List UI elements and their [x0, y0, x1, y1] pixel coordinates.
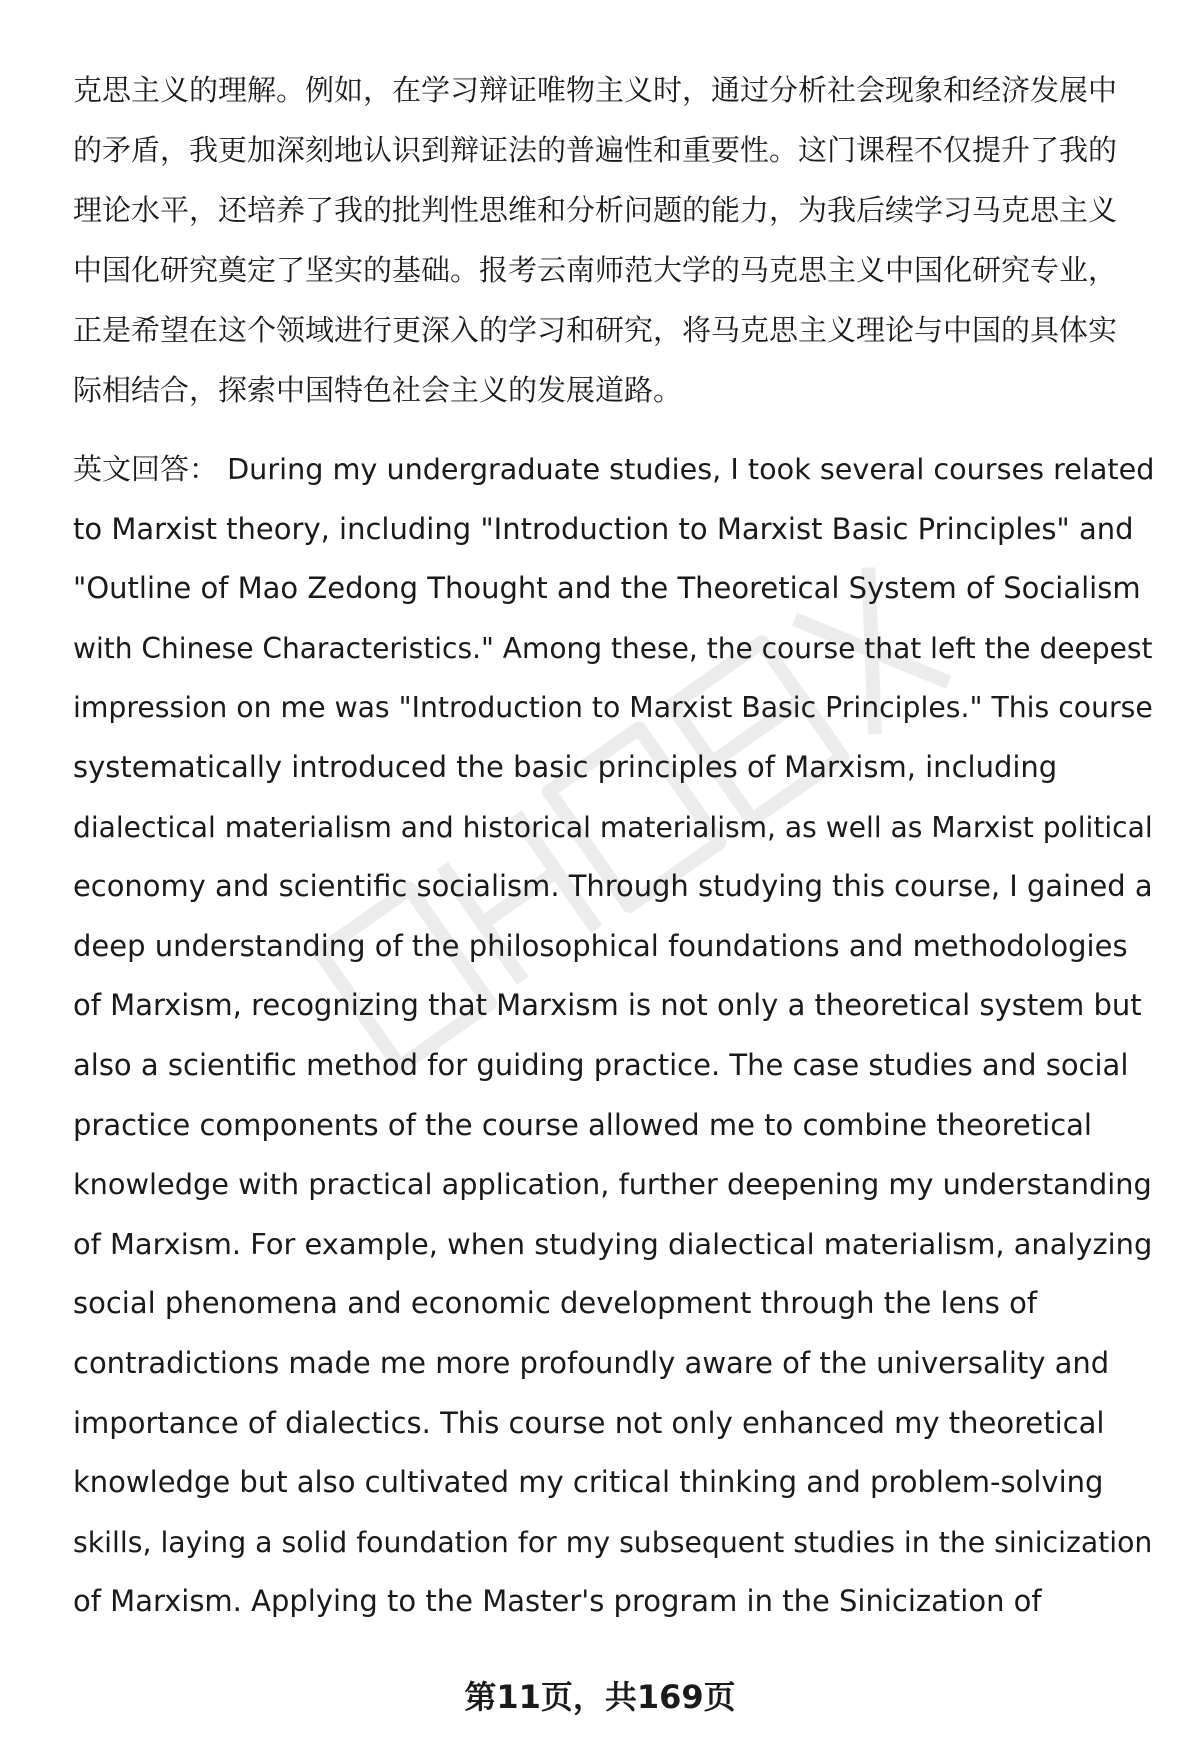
chinese-line: 正是希望在这个领域进行更深入的学习和研究，将马克思主义理论与中国的具体实: [73, 313, 1118, 347]
english-line: practice components of the course allowed me to combine theoretical: [73, 1107, 1092, 1142]
page-number-footer: 第11页，共169页: [464, 1678, 736, 1716]
english-line: to Marxist theory, including "Introduction to Marxist Basic Principles" and: [73, 511, 1134, 546]
english-answer-paragraph: [73, 440, 1153, 1632]
english-line: of Marxism. Applying to the Master's program in the Sinicization of: [73, 1584, 1042, 1619]
chinese-paragraph: [73, 60, 1153, 420]
english-line: economy and scientific socialism. Through studying this course, I gained a: [73, 869, 1153, 904]
english-line: knowledge with practical application, further deepening my understanding: [73, 1167, 1152, 1202]
chinese-line: 理论水平，还培养了我的批判性思维和分析问题的能力，为我后续学习马克思主义: [73, 193, 1118, 227]
english-line: of Marxism. For example, when studying dialectical materialism, analyzing: [73, 1226, 1153, 1261]
english-line: "Outline of Mao Zedong Thought and the Theoretical System of Socialism: [73, 571, 1141, 606]
page-content: [73, 60, 1153, 1632]
english-line: with Chinese Characteristics." Among these, the course that left the deepest: [73, 631, 1153, 665]
english-first-line: [73, 440, 1153, 500]
english-line: importance of dialectics. This course not only enhanced my theoretical: [73, 1405, 1105, 1440]
english-line: of Marxism, recognizing that Marxism is not only a theoretical system but: [73, 988, 1142, 1023]
english-line: dialectical materialism and historical materialism, as well as Marxist political: [73, 810, 1153, 844]
chinese-line: 的矛盾，我更加深刻地认识到辩证法的普遍性和重要性。这门课程不仅提升了我的: [73, 133, 1118, 167]
english-line: impression on me was "Introduction to Marxist Basic Principles." This course: [73, 691, 1153, 725]
english-line: During my undergraduate studies, I took several courses related: [227, 452, 1155, 486]
chinese-line: 际相结合，探索中国特色社会主义的发展道路。: [73, 373, 683, 407]
english-line: also a scientific method for guiding practice. The case studies and social: [73, 1047, 1129, 1082]
chinese-line: 中国化研究奠定了坚实的基础。报考云南师范大学的马克思主义中国化研究专业，: [73, 253, 1118, 287]
english-line: knowledge but also cultivated my critical thinking and problem-solving: [73, 1465, 1104, 1500]
english-answer-label: 英文回答：: [73, 452, 219, 486]
english-line: social phenomena and economic development through the lens of: [73, 1286, 1038, 1321]
chinese-line: 克思主义的理解。例如，在学习辩证唯物主义时，通过分析社会现象和经济发展中: [73, 73, 1118, 107]
english-line: contradictions made me more profoundly aware of the universality and: [73, 1345, 1110, 1380]
english-line: deep understanding of the philosophical foundations and methodologies: [73, 928, 1128, 963]
english-line: skills, laying a solid foundation for my subsequent studies in the sinicization: [73, 1525, 1153, 1559]
english-line: systematically introduced the basic principles of Marxism, including: [73, 749, 1058, 784]
